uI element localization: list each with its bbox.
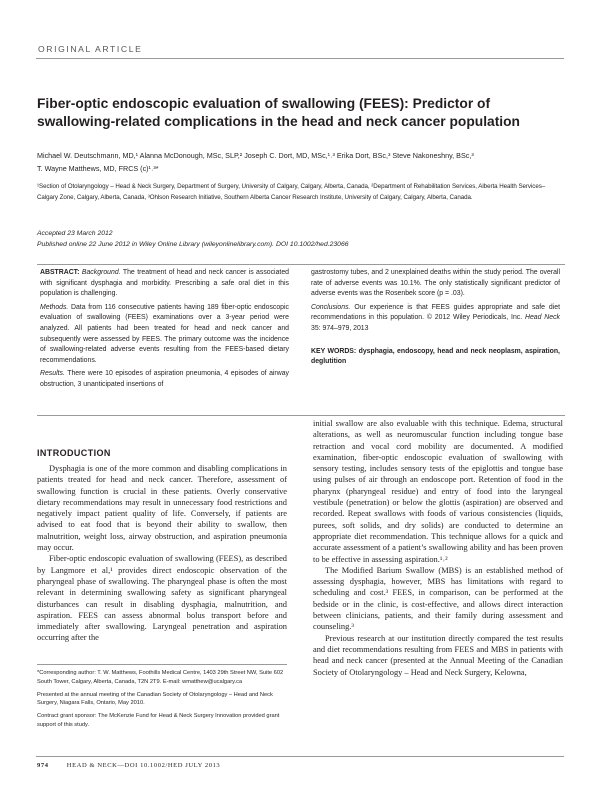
correspondence-note: *Corresponding author: T. W. Matthews, Foothills Medical Centre, 1403 29th Street NW, Suite 602 South Tower, Calgary, Alberta, Canada, T2N 2T9. E-mail: wmatthew@ucalgary.ca (37, 670, 284, 685)
results-text-b: gastrostomy tubes, and 2 unexplained deaths within the study period. The overall rate of adverse events was 10.1%. The only statistically significant predictor of adverse events was the Rosenbek score (p = .03). (311, 269, 560, 298)
abstract-left-column (40, 268, 289, 394)
methods-label: Methods. (40, 303, 69, 311)
abstract-conclusions (311, 303, 560, 335)
presentation-note: Presented at the annual meeting of the Canadian Society of Otolaryngology – Head and Neck Surgery, Niagara Falls, Ontario, May 2010. (37, 691, 273, 707)
results-label: Results. (40, 370, 65, 378)
published-info: Published online 22 June 2012 in Wiley Online Library (wileyonlinelibrary.com). DOI 10.1002/hed.23066 (37, 241, 349, 248)
background-label: Background. (81, 269, 121, 276)
footer-rule (36, 756, 564, 757)
article-title: Fiber-optic endoscopic evaluation of swallowing (FEES): Predictor of swallowing-related complications in the head and neck cancer population (37, 96, 520, 129)
abstract-results (40, 369, 289, 390)
intro-paragraph-3: The Modified Barium Swallow (MBS) is an established method of assessing dysphagia, however, MBS has limitations with regard to scheduling and cost.³ FEES, in comparison, can be performed at the bedside or in the clinic, is cost-effective, and allows direct interaction between clinicians, patients, and their family during assessment and counseling.³ (313, 565, 563, 632)
authors-line-2: T. Wayne Matthews, MD, FRCS (c)¹˒³* (37, 163, 159, 173)
body-right-column (313, 418, 563, 678)
citation-rest: 35: 974–979, 2013 (311, 324, 369, 332)
citation-journal: Head Neck (525, 314, 560, 322)
footnotes (37, 669, 287, 734)
intro-paragraph-2: Fiber-optic endoscopic evaluation of swallowing (FEES), as described by Langmore et al,¹ provides direct endoscopic observation of the pharyngeal phase of swallowing. The pharyngeal phase is often the most relevant in determining swallowing safety as significant pharyngeal disturbances can result in disabling dysphagia, malnutrition, and aspiration. FEES can assess abnormal bolus transport before and immediately after swallowing. Laryngeal penetration and aspiration occurring after the (37, 554, 287, 643)
abstract-background (40, 268, 289, 300)
keywords-text: dysphagia, endoscopy, head and neck neoplasm, aspiration, deglutition (311, 347, 560, 366)
conclusions-text: Our experience is that FEES guides appropriate and safe diet recommendations in this population. © 2012 Wiley Periodicals, Inc. (311, 303, 560, 322)
intro-paragraph-2-continued: initial swallow are also evaluable with this technique. Edema, structural alterations, as well as neuromuscular function including tongue base retraction and vocal cord mobility are documented. A modified examination, fiber-optic endoscopic evaluation of swallowing with sensory testing, includes sensory tests of the epiglottis and tongue base using pulses of air through an endoscope port. Retention of food in the pharynx (pharyngeal residue) and entry of food into the laryngeal vestibule (penetration) or below the glottis (aspiration) are observed and recorded. Repeat swallows with foods of various consistencies (liquids, purees, soft solids, and dry solids) are conducted to determine an appropriate diet recommendation. This technique allows for a quick and accurate assessment of a patient’s swallowing ability and has been proven to be effective in assessing aspiration.¹˒² (313, 419, 563, 564)
page-footer (37, 762, 220, 769)
abstract-right-column (311, 268, 560, 371)
results-text-a: There were 10 episodes of aspiration pneumonia, 4 episodes of airway obstruction, 3 unanticipated insertions of (40, 370, 289, 388)
publication-dates (37, 228, 565, 250)
page-number: 974 (37, 762, 49, 769)
intro-paragraph-1: Dysphagia is one of the more common and disabling complications in patients treated for head and neck cancer. Therefore, assessment of swallowing function is crucial in these patients. Overly conservative dietary recommendations may result in unnecessary food restrictions and negatively impact patient quality of life. Conversely, if patients are advised to eat food that is beyond their ability to swallow, then malnutrition, weight loss, airway obstruction, and aspiration pneumonia may occur. (37, 464, 287, 553)
abstract-label: ABSTRACT: (40, 269, 80, 276)
conclusions-label: Conclusions. (311, 303, 351, 311)
section-label: ORIGINAL ARTICLE (38, 44, 143, 54)
accepted-date: Accepted 23 March 2012 (37, 230, 113, 237)
intro-paragraph-4: Previous research at our institution directly compared the test results and diet recommendations resulting from FEES and MBS in patients with head and neck cancer (presented at the Annual Meeting of the Canadian Society of Otolaryngology – Head and Neck Surgery, Kelowna, (313, 633, 563, 677)
keywords (311, 347, 560, 368)
footnote-rule (37, 664, 287, 665)
journal-info: HEAD & NECK—DOI 10.1002/HED JULY 2013 (66, 762, 221, 769)
background-text: The treatment of head and neck cancer is associated with significant dysphagia and morbidity. Prescribing a safe oral diet in this population is challenging. (40, 269, 290, 298)
grant-note: Contract grant sponsor: The McKenzie Fund for Head & Neck Surgery Innovation provided grant support of this study. (37, 713, 280, 728)
author-list (37, 150, 557, 175)
keywords-label: KEY WORDS: (311, 347, 357, 355)
abstract-methods (40, 303, 289, 367)
section-heading-introduction: INTRODUCTION (37, 448, 111, 458)
affiliations: ¹Section of Otolaryngology – Head & Neck Surgery, Department of Surgery, University of Calgary, Calgary, Alberta, Canada, ²Department of Rehabilitation Services, Alberta Health Services–Calgary Zone, Calgary, Alberta, Canada, ³Ohlson Research Initiative, Southern Alberta Cancer Research Institute, University of Calgary, Calgary, Alberta, Canada. (37, 183, 546, 201)
header-rule (36, 58, 564, 59)
methods-text: Data from 116 consecutive patients having 189 fiber-optic endoscopic evaluation of swallowing (FEES) examinations over a 3-year period were analyzed. All patients had been treated for head and neck cancer and subsequently were assessed by FEES. The primary outcome was the incidence of swallowing-related adverse events resulting from the FEES-based dietary recommendations. (40, 303, 289, 364)
abstract-results-continued (311, 268, 560, 300)
authors-line-1: Michael W. Deutschmann, MD,¹ Alanna McDonough, MSc, SLP,² Joseph C. Dort, MD, MSc,¹˒³ Erika Dort, BSc,³ Steve Nakoneshny, BSc,³ (37, 151, 474, 160)
body-left-column (37, 463, 287, 644)
